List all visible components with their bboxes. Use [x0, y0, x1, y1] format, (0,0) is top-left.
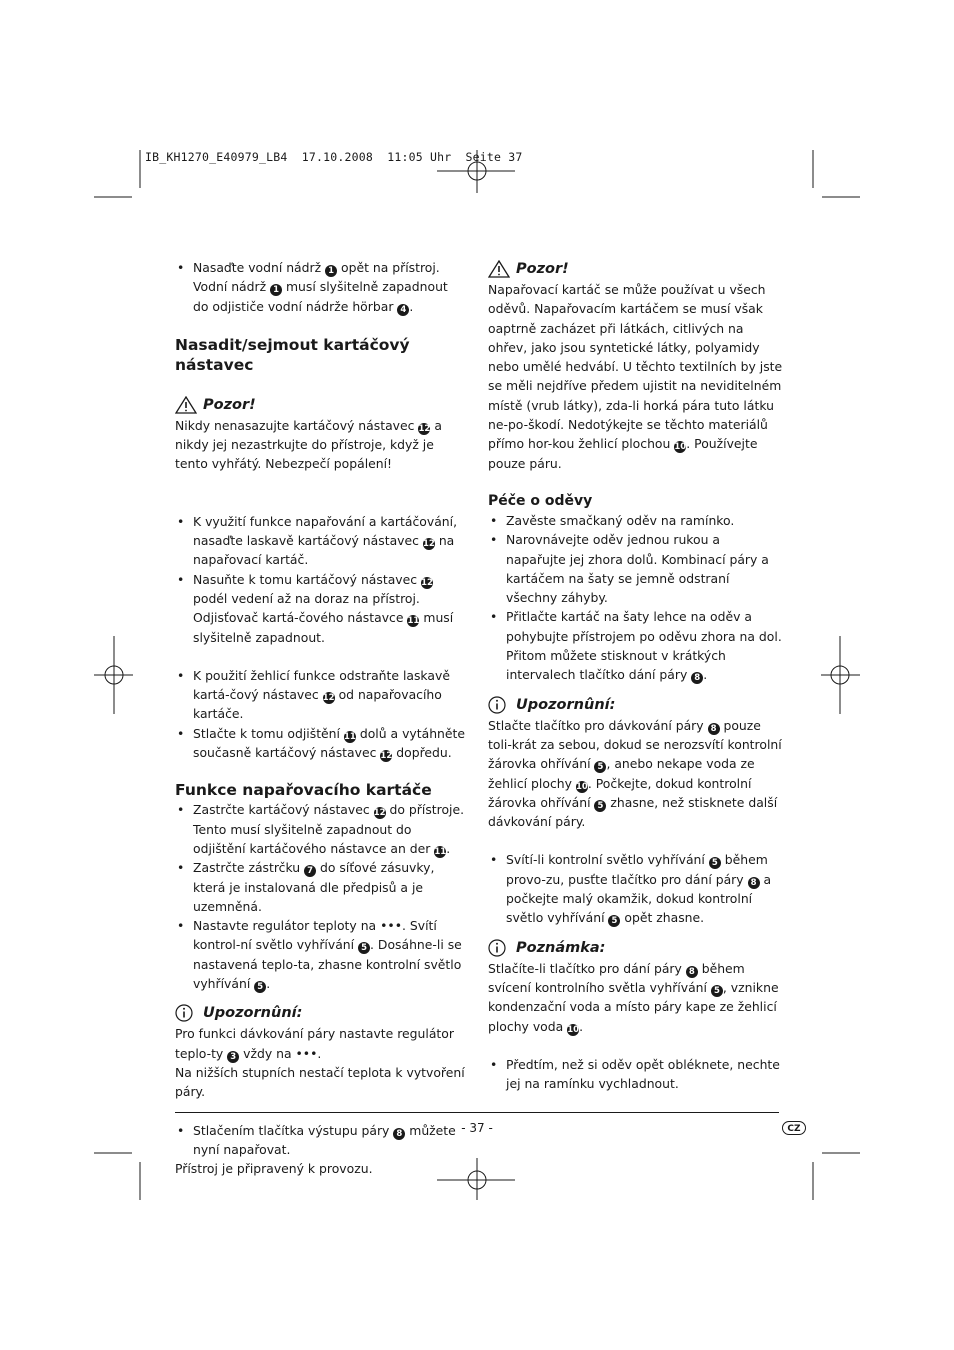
remark-text: Stlačíte-li tlačítko pro dání páry 8 během svícení kontrolního světla vyhřívání 5 , vznikne kondenzační voda a místo páry kape ze žehlicí plochy voda 10. [488, 960, 779, 1035]
list-item: • Stlačte k tomu odjištění 11 dolů a vytáhněte současně kartáčový nástavec 12 dopředu. [175, 724, 467, 763]
reference-number-icon: 8 [708, 723, 720, 735]
warning-text: Napařovací kartáč se může používat u všech oděvů. Napařovacím kartáčem se musí však oaptrně zacházet při látkách, citlivých na ohřev, jako jsou syntetické látky, polyamidy nebo umělé hedvábí. U těchto textilních by jste se měli nejdříve předem ujistit na neviditelném místě (vrub látky), zda-li horká pára tuto látku ne-po-škodí. Nedotýkejte se těchto materiálů přímo hor-kou žehlicí plochou 10. Používejte pouze páru. [488, 282, 783, 471]
reference-number-icon: 7 [304, 865, 316, 877]
warning-heading: Pozor! [175, 394, 467, 416]
list-item: • Přitlačte kartáč na šaty lehce na oděv a pohybujte přístrojem po oděvu zhora na dol. Přitom můžete stisknout v krátkých intervalech tlačítko dání páry 8 . [488, 607, 783, 684]
reference-number-icon: 10 [575, 781, 588, 792]
language-badge: CZ [782, 1121, 806, 1135]
list-item: • Nastavte regulátor teploty na •••. Svítí kontrol-ní světlo vyhřívání 5 . Dosáhne-li se nastavená teplo-ta, zhasne kontrolní světlo vyhřívání 5 . [175, 916, 467, 993]
reference-number-icon: 5 [711, 985, 723, 997]
registration-mark-right [821, 636, 860, 714]
reference-number-icon: 8 [393, 1128, 405, 1140]
list-item: • Svítí-li kontrolní světlo vyhřívání 5 během provo-zu, pusťte tlačítko pro dání páry 8 a počkejte malý okamžik, dokud kontrolní světlo vyhřívání 5 opět zhasne. [488, 850, 783, 927]
reference-number-icon: 10 [674, 442, 687, 453]
section-heading-brush-attachment: Nasadit/sejmout kartáčový nástavec [175, 335, 410, 374]
list-item: • Nasuňte k tomu kartáčový nástavec 12 podél vedení až na doraz na přístroj. Odjisťovač kartá-čového nástavce 11 musí slyšitelně zapadnout. [175, 570, 467, 647]
note-heading: Upozornûní: [488, 694, 783, 716]
reference-number-icon: 8 [686, 966, 698, 978]
right-column [488, 258, 783, 1093]
reference-number-icon: 5 [709, 857, 721, 869]
reference-number-icon: 11 [407, 616, 420, 627]
list-item: • Zastrčte kartáčový nástavec 12 do přístroje. Tento musí slyšitelně zapadnout do odjištění kartáčového nástavce an der 11. [175, 800, 467, 858]
footer-rule [175, 1112, 779, 1113]
list-item: • Nasaďte vodní nádrž 1 opět na přístroj. Vodní nádrž 1 musí slyšitelně zapadnout do odjističe vodní nádrže hörbar 4 . [175, 258, 467, 316]
reference-number-icon: 1 [270, 284, 282, 296]
note-heading: Upozornûní: [175, 1002, 467, 1024]
note-text: Stlačte tlačítko pro dávkování páry 8 pouze toli-krát za sebou, dokud se nerozsvítí kontrolní žárovka ohřívání 5 , anebo nekape voda ze žehlicí plochy 10. Počkejte, dokud kontrolní žárovka ohřívání 5 zhasne, než stisknete další dávkování páry. [488, 717, 782, 830]
list-item: • Narovnávejte oděv jednou rukou a napařujte jej zhora dolů. Kombinací páry a kartáčem na šaty se jemně odstraní všechny záhyby. [488, 530, 783, 607]
left-column [175, 258, 467, 1178]
reference-number-icon: 12 [380, 751, 393, 762]
reference-number-icon: 8 [748, 877, 760, 889]
paragraph: Přístroj je připravený k provozu. [175, 1161, 373, 1177]
info-circle-icon [488, 939, 510, 957]
reference-number-icon: 10 [567, 1024, 580, 1035]
section-heading-garment-care: Péče o oděvy [488, 492, 593, 509]
note-text: Pro funkci dávkování páry nastavte regulátor teplo-ty 3 vždy na •••. [175, 1026, 454, 1062]
reference-number-icon: 12 [418, 423, 431, 434]
warning-heading: Pozor! [488, 258, 783, 280]
page-number: - 37 - [461, 1121, 493, 1135]
list-item: • K využití funkce napařování a kartáčování, nasaďte laskavě kartáčový nástavec 12 na napařovací kartáč. [175, 512, 467, 570]
warning-triangle-icon [175, 396, 197, 414]
info-circle-icon [175, 1004, 197, 1022]
reference-number-icon: 1 [325, 265, 337, 277]
list-item: • Stlačením tlačítka výstupu páry 8 můžete nyní napařovat. [175, 1121, 467, 1160]
list-item: • K použití žehlicí funkce odstraňte laskavě kartá-čový nástavec 12 od napařovacího kartáče. [175, 666, 467, 724]
reference-number-icon: 5 [608, 915, 620, 927]
reference-number-icon: 8 [691, 672, 703, 684]
reference-number-icon: 12 [422, 539, 435, 550]
note-text: Na nižších stupních nestačí teplota k vytvoření páry. [175, 1064, 465, 1100]
registration-mark-left [94, 636, 133, 714]
list-item: • Předtím, než si oděv opět obléknete, nechte jej na ramínku vychladnout. [488, 1055, 783, 1094]
section-heading-steam-brush: Funkce napařovacího kartáče [175, 781, 432, 800]
reference-number-icon: 12 [373, 808, 386, 819]
reference-number-icon: 3 [227, 1051, 239, 1063]
list-item: • Zastrčte zástrčku 7 do síťové zásuvky, která je instalovaná dle předpisů a je uzemněná. [175, 858, 467, 916]
warning-triangle-icon [488, 260, 510, 278]
reference-number-icon: 5 [594, 761, 606, 773]
reference-number-icon: 5 [254, 981, 266, 993]
remark-heading: Poznámka: [488, 937, 783, 959]
reference-number-icon: 5 [594, 800, 606, 812]
warning-text: Nikdy nenasazujte kartáčový nástavec 12 a nikdy jej nezastrkujte do přístroje, když je tento vyhřátý. Nebezpečí popálení! [175, 417, 442, 472]
reference-number-icon: 5 [358, 942, 370, 954]
reference-number-icon: 12 [421, 577, 433, 588]
reference-number-icon: 12 [322, 693, 335, 704]
reference-number-icon: 11 [344, 731, 356, 742]
reference-number-icon: 4 [397, 304, 409, 316]
list-item: • Zavěste smačkaný oděv na ramínko. [488, 511, 783, 530]
info-circle-icon [488, 696, 510, 714]
reference-number-icon: 11 [434, 846, 447, 857]
print-slug: IB_KH1270_E40979_LB4 17.10.2008 11:05 Uhr Seite 37 [145, 150, 523, 164]
